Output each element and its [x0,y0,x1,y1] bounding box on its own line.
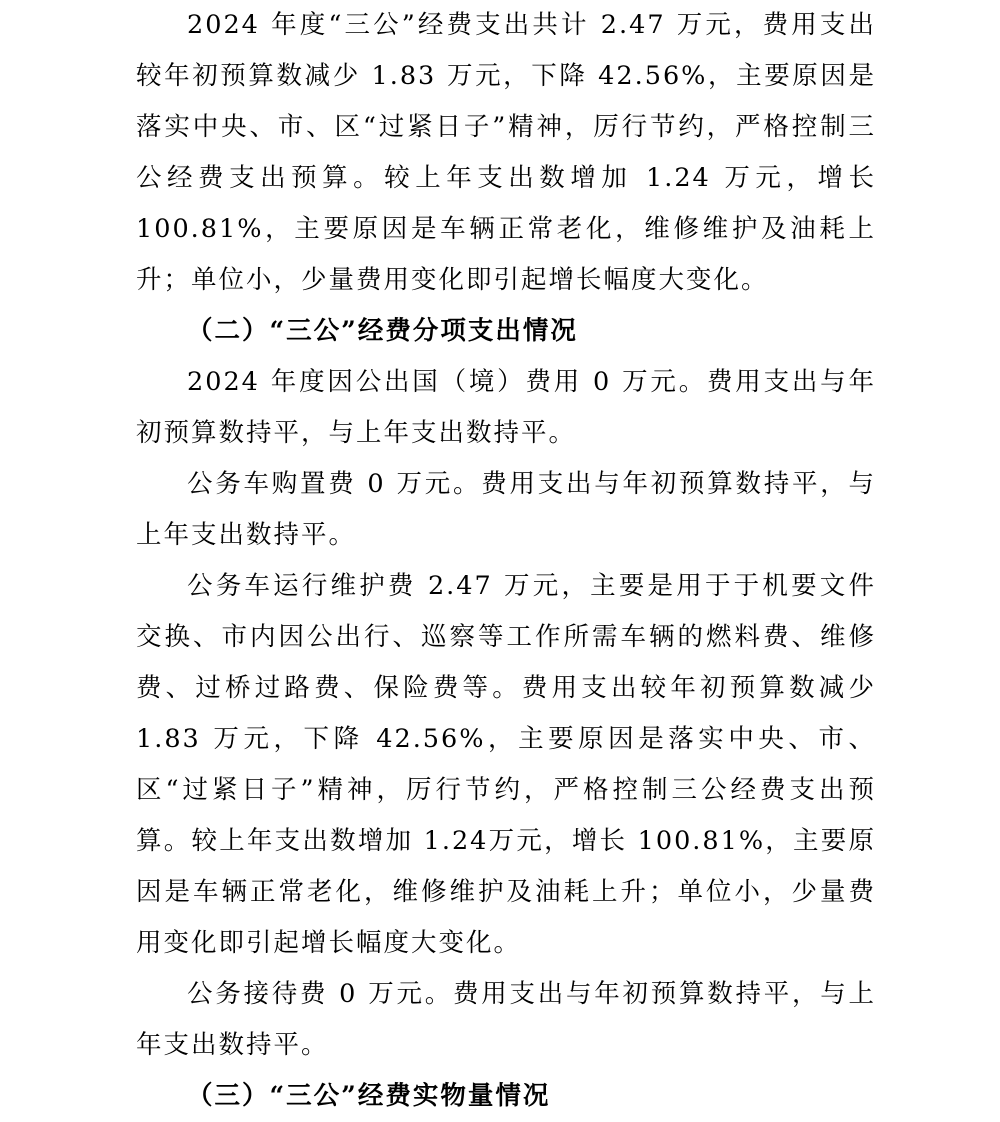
section-heading-physical-quantity: （三）“三公”经费实物量情况 [187,1081,551,1111]
paragraph-reception: 公务接待费 0 万元。费用支出与年初预算数持平，与上年支出数持平。 [136,979,876,1060]
paragraph-vehicle-purchase: 公务车购置费 0 万元。费用支出与年初预算数持平，与上年支出数持平。 [136,469,876,550]
paragraph-vehicle-maintenance: 公务车运行维护费 2.47 万元，主要是用于于机要文件交换、市内因公出行、巡察等工作所需车辆的燃料费、维修费、过桥过路费、保险费等。费用支出较年初预算数减少 1.83 万元，下降 42.56%，主要原因是落实中央、市、区“过紧日子”精神，厉行节约，严格控制三公经费支出预算。较上年支出数增加 1.24万元，增长 100.81%，主要原因是车辆正常老化，维修维护及油耗上升；单位小，少量费用变化即引起增长幅度大变化。 [136,571,876,958]
document-page [136,0,876,1122]
paragraph-total-expenditure: 2024 年度“三公”经费支出共计 2.47 万元，费用支出较年初预算数减少 1.83 万元，下降 42.56%，主要原因是落实中央、市、区“过紧日子”精神，厉行节约，严格控制三公经费支出预算。较上年支出数增加 1.24 万元，增长 100.81%，主要原因是车辆正常老化，维修维护及油耗上升；单位小，少量费用变化即引起增长幅度大变化。 [136,10,876,295]
paragraph-overseas-travel: 2024 年度因公出国（境）费用 0 万元。费用支出与年初预算数持平，与上年支出数持平。 [136,367,876,448]
section-heading-itemized-expenditure: （二）“三公”经费分项支出情况 [187,316,578,346]
